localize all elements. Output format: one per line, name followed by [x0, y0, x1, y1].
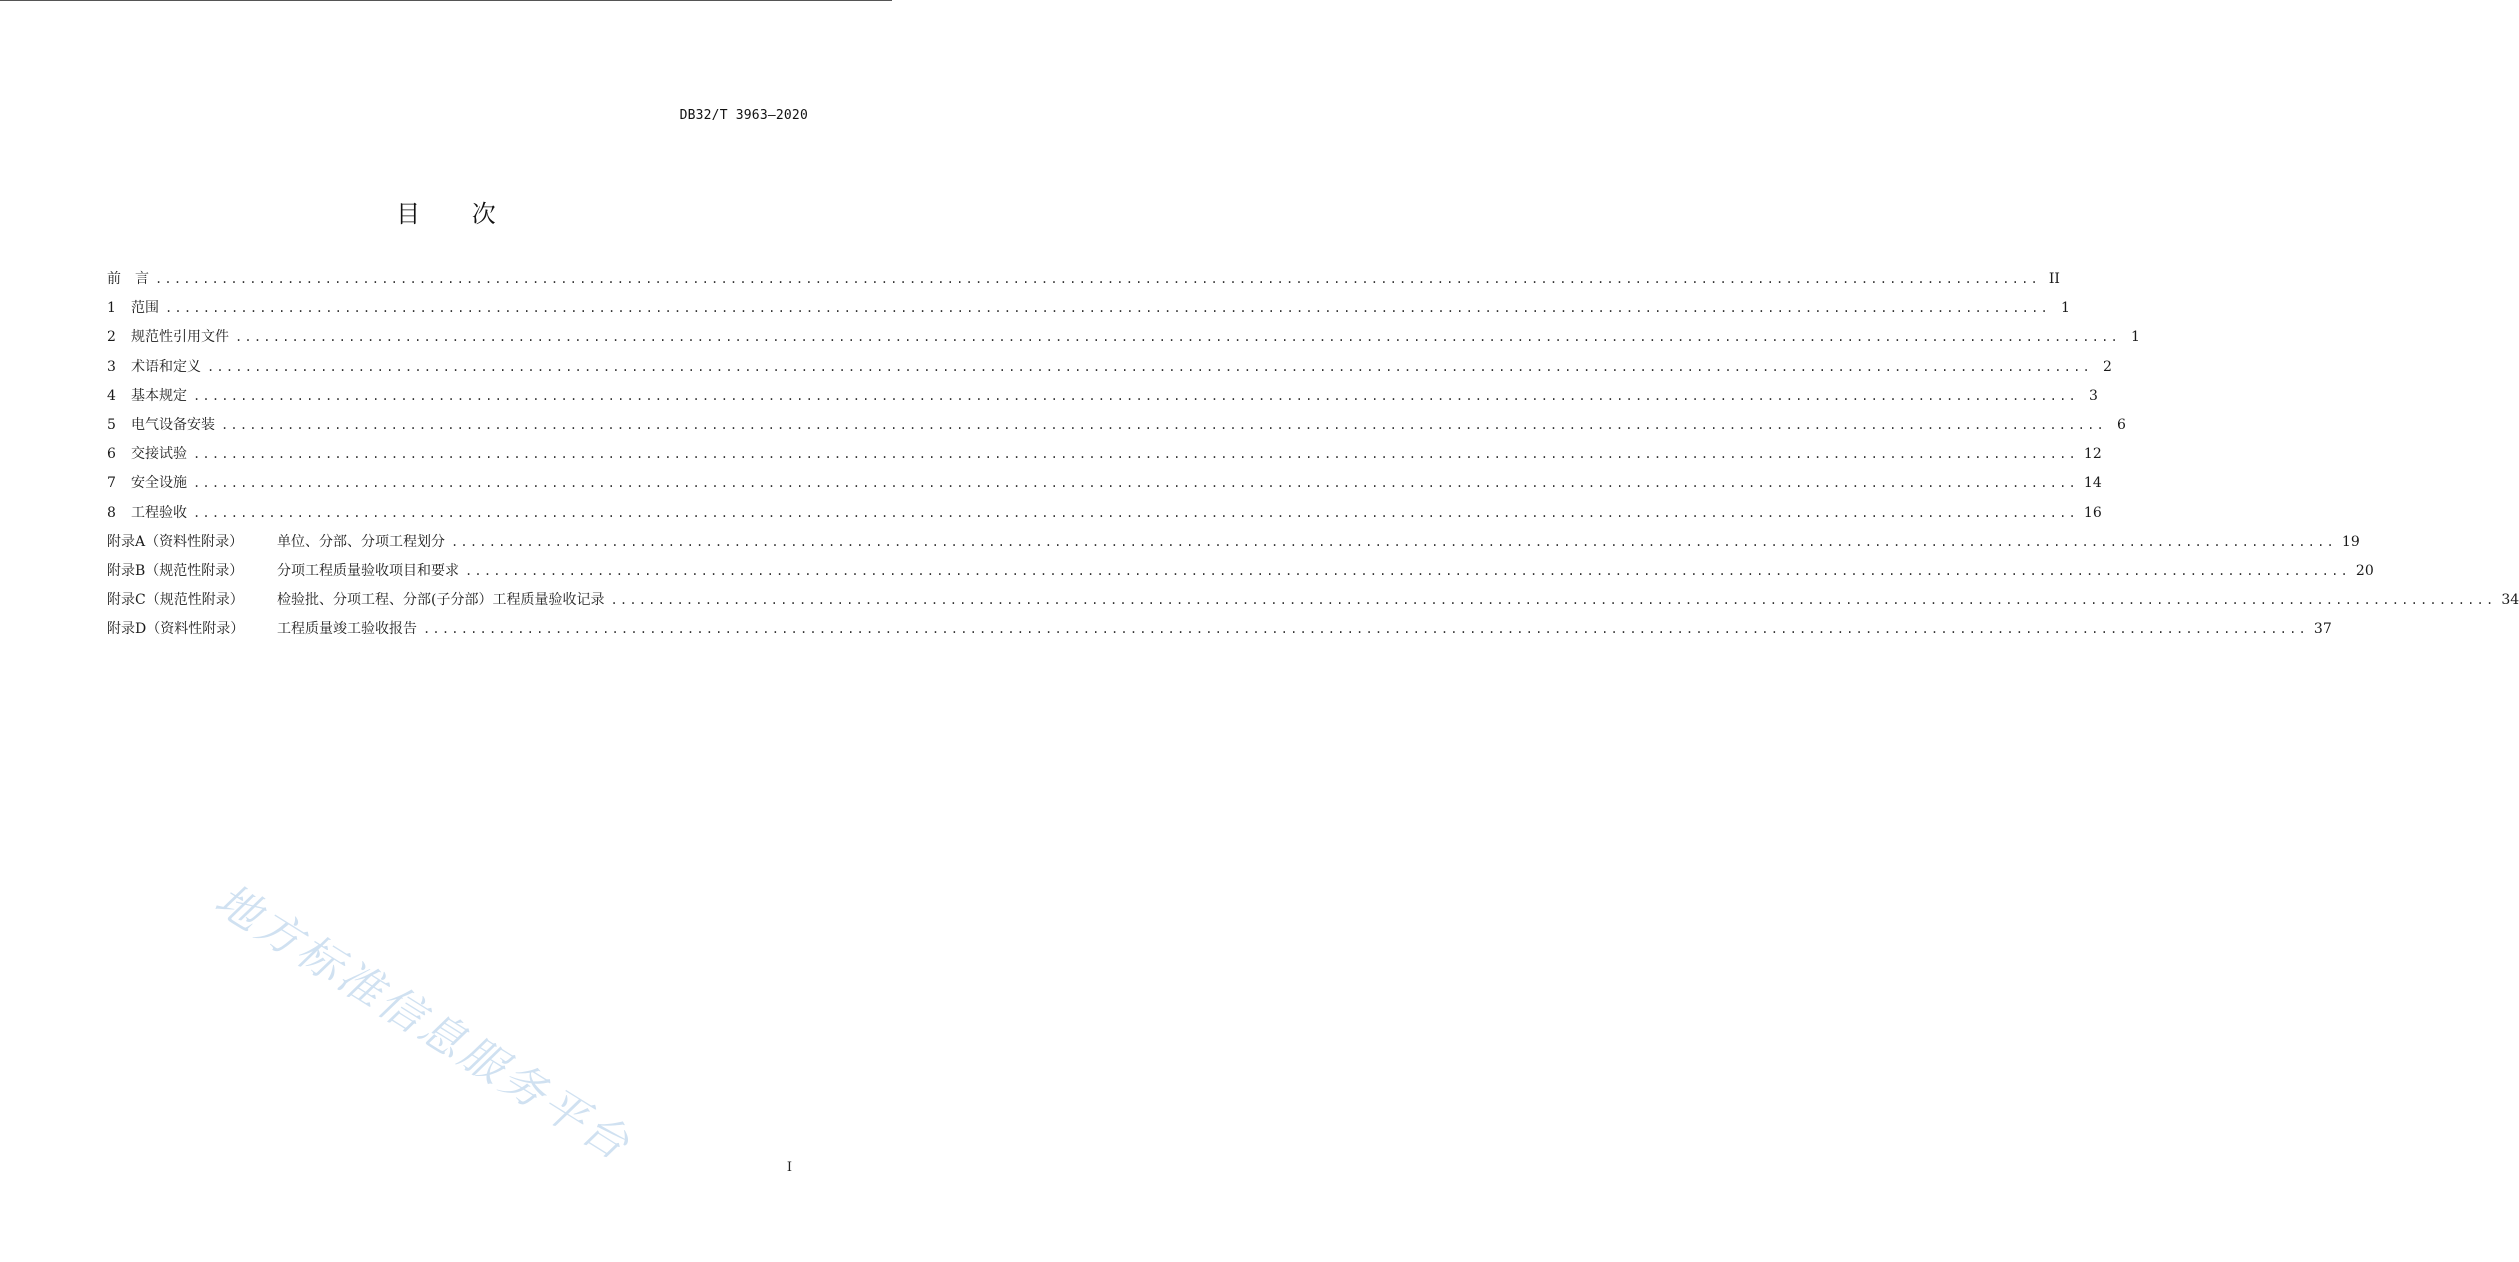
- toc-page: 20: [2355, 562, 2374, 579]
- table-of-contents: [107, 268, 2519, 647]
- leader-dots: ........................................................................................................................................................................................................: [193, 476, 2078, 491]
- toc-entry-appendix-d[interactable]: [107, 618, 2332, 647]
- leader-dots: ........................................................................................................................................................................................................: [423, 622, 2308, 637]
- leader-dots: ........................................................................................................................................................................................................: [193, 505, 2078, 520]
- leader-dots: ........................................................................................................................................................................................................: [193, 388, 2078, 403]
- toc-page: 1: [2061, 300, 2070, 317]
- leader-dots: ........................................................................................................................................................................................................: [451, 534, 2336, 549]
- leader-dots: ........................................................................................................................................................................................................: [155, 272, 2040, 286]
- toc-label: 电气设备安装: [131, 416, 215, 433]
- toc-label: 安全设施: [131, 475, 187, 492]
- toc-page: 37: [2313, 621, 2332, 638]
- toc-entry-4[interactable]: [107, 385, 2098, 414]
- page-title: 目 次: [396, 200, 518, 228]
- toc-page: 6: [2117, 416, 2126, 433]
- toc-entry-appendix-b[interactable]: [107, 560, 2374, 589]
- leader-dots: ........................................................................................................................................................................................................: [610, 593, 2496, 608]
- toc-label: 范围: [131, 300, 159, 317]
- standard-code: DB32/T 3963—2020: [679, 108, 808, 123]
- toc-entry-foreword[interactable]: [107, 268, 2060, 297]
- page-number: I: [786, 1160, 792, 1175]
- appendix-tag: 附录A（资料性附录）: [107, 533, 244, 550]
- leader-dots: ........................................................................................................................................................................................................: [207, 359, 2092, 374]
- toc-entry-appendix-a[interactable]: [107, 531, 2360, 560]
- toc-number: 4: [107, 387, 116, 404]
- toc-label: 术语和定义: [131, 358, 201, 375]
- leader-dots: ........................................................................................................................................................................................................: [465, 563, 2350, 578]
- toc-entry-1[interactable]: [107, 297, 2070, 326]
- toc-page: 34: [2501, 592, 2519, 609]
- toc-number: 3: [107, 358, 116, 375]
- appendix-tag: 附录C（规范性附录）: [107, 592, 244, 609]
- toc-number: 1: [107, 300, 116, 317]
- watermark: 地方标准信息服务平台: [206, 874, 641, 1172]
- toc-entry-8[interactable]: [107, 502, 2102, 531]
- toc-number: 7: [107, 475, 116, 492]
- toc-entry-3[interactable]: [107, 356, 2112, 385]
- toc-label: 检验批、分项工程、分部(子分部）工程质量验收记录: [277, 592, 605, 609]
- toc-page: 2: [2103, 358, 2112, 375]
- toc-label: 单位、分部、分项工程划分: [277, 533, 445, 550]
- leader-dots: ........................................................................................................................................................................................................: [193, 447, 2078, 462]
- leader-dots: ........................................................................................................................................................................................................: [235, 330, 2120, 345]
- toc-page: II: [2048, 271, 2060, 287]
- leader-dots: ........................................................................................................................................................................................................: [221, 417, 2106, 432]
- toc-entry-appendix-c[interactable]: [107, 589, 2519, 618]
- appendix-tag: 附录D（资料性附录）: [107, 621, 245, 638]
- toc-entry-2[interactable]: [107, 326, 2140, 355]
- toc-page: 14: [2083, 475, 2102, 492]
- toc-label: 基本规定: [131, 387, 187, 404]
- toc-page: 19: [2341, 533, 2360, 550]
- toc-label: 前 言: [107, 271, 149, 287]
- toc-label: 工程验收: [131, 504, 187, 521]
- toc-entry-7[interactable]: [107, 472, 2102, 501]
- leader-dots: ........................................................................................................................................................................................................: [165, 301, 2050, 316]
- top-border-line: [0, 0, 892, 1]
- toc-page: 12: [2083, 446, 2102, 463]
- toc-page: 1: [2131, 329, 2140, 346]
- toc-page: 16: [2083, 504, 2102, 521]
- toc-number: 2: [107, 329, 116, 346]
- toc-entry-6[interactable]: [107, 443, 2102, 472]
- appendix-tag: 附录B（规范性附录）: [107, 562, 244, 579]
- toc-page: 3: [2089, 387, 2098, 404]
- toc-label: 规范性引用文件: [131, 329, 229, 346]
- toc-entry-5[interactable]: [107, 414, 2126, 443]
- toc-number: 6: [107, 446, 116, 463]
- toc-number: 5: [107, 416, 116, 433]
- toc-label: 分项工程质量验收项目和要求: [277, 562, 459, 579]
- toc-label: 工程质量竣工验收报告: [277, 621, 417, 638]
- toc-label: 交接试验: [131, 446, 187, 463]
- toc-number: 8: [107, 504, 116, 521]
